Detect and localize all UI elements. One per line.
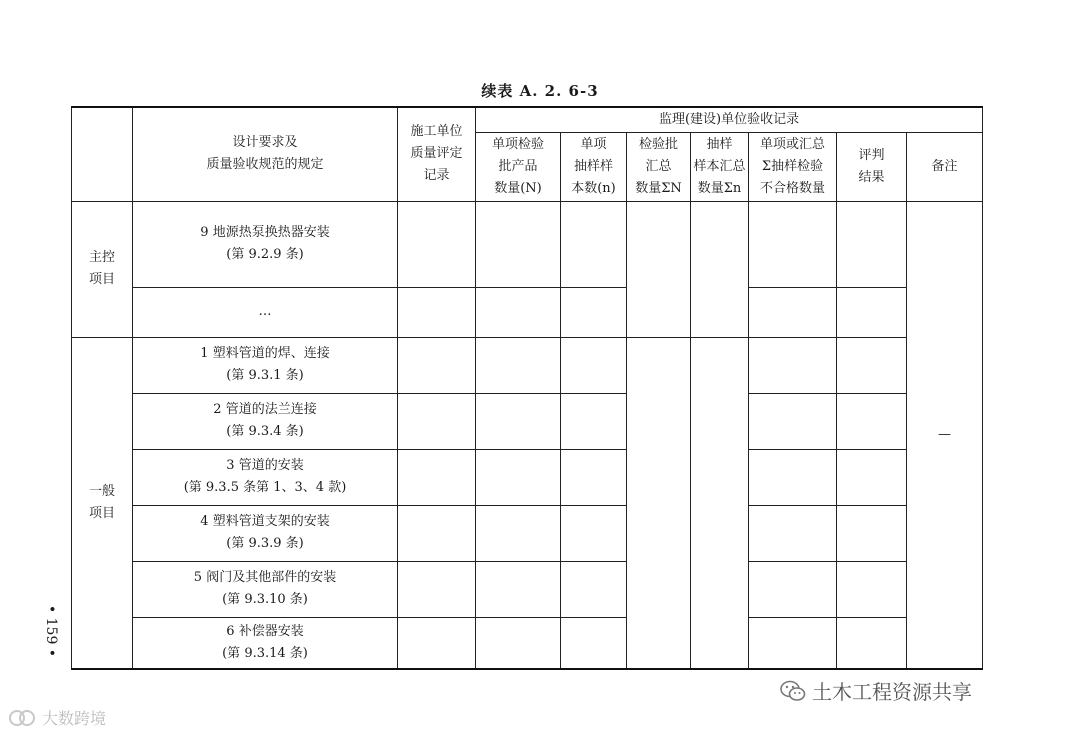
contractor-record-cell	[398, 337, 476, 393]
nonconforming-cell	[749, 617, 837, 669]
item-cell: 4 塑料管道支架的安装 (第 9.3.9 条)	[133, 505, 398, 561]
table-row	[72, 201, 983, 287]
result-cell	[837, 201, 907, 287]
column-header-result: 评判 结果	[837, 132, 907, 201]
nonconforming-cell	[749, 287, 837, 337]
nonconforming-cell	[749, 201, 837, 287]
table-row	[72, 287, 983, 337]
sample-total-cell	[691, 337, 749, 669]
table-title: 续表 A. 2. 6-3	[481, 82, 599, 100]
table-row	[72, 617, 983, 669]
result-cell	[837, 287, 907, 337]
item-cell: 5 阀门及其他部件的安装 (第 9.3.10 条)	[133, 561, 398, 617]
column-header-remarks: 备注	[907, 132, 983, 201]
item-cell: 9 地源热泵换热器安装 (第 9.2.9 条)	[133, 201, 398, 287]
contractor-record-cell	[398, 287, 476, 337]
batch-total-cell	[627, 201, 691, 337]
nonconforming-cell	[749, 561, 837, 617]
batch-quantity-cell	[476, 505, 561, 561]
sample-count-cell	[561, 393, 627, 449]
result-cell	[837, 505, 907, 561]
item-cell: 2 管道的法兰连接 (第 9.3.4 条)	[133, 393, 398, 449]
table-row	[72, 393, 983, 449]
result-cell	[837, 337, 907, 393]
main-control-label: 主控 项目	[72, 201, 133, 337]
column-header-nonconforming: 单项或汇总 Σ抽样检验 不合格数量	[749, 132, 837, 201]
table-row	[72, 561, 983, 617]
nonconforming-cell	[749, 337, 837, 393]
table-row	[72, 449, 983, 505]
sample-count-cell	[561, 449, 627, 505]
column-header-batch-quantity: 单项检验 批产品 数量(N)	[476, 132, 561, 201]
batch-total-cell	[627, 337, 691, 669]
nonconforming-cell	[749, 505, 837, 561]
sample-count-cell	[561, 505, 627, 561]
batch-quantity-cell	[476, 393, 561, 449]
item-cell: 3 管道的安装 (第 9.3.5 条第 1、3、4 款)	[133, 449, 398, 505]
item-cell: 6 补偿器安装 (第 9.3.14 条)	[133, 617, 398, 669]
requirements-header: 设计要求及 质量验收规范的规定	[133, 107, 398, 201]
batch-quantity-cell	[476, 449, 561, 505]
sample-total-cell	[691, 201, 749, 337]
general-label: 一般 项目	[72, 337, 133, 669]
contractor-record-cell	[398, 561, 476, 617]
watermark-right: 土木工程资源共享	[780, 676, 972, 705]
batch-quantity-cell	[476, 561, 561, 617]
contractor-record-cell	[398, 201, 476, 287]
nonconforming-cell	[749, 393, 837, 449]
column-header-sample-count: 单项 抽样样 本数(n)	[561, 132, 627, 201]
page-number: • 159 •	[43, 604, 60, 658]
table-row	[72, 337, 983, 393]
result-cell	[837, 449, 907, 505]
result-cell	[837, 393, 907, 449]
logo-icon	[8, 707, 38, 729]
wechat-icon	[780, 680, 806, 702]
sample-count-cell	[561, 287, 627, 337]
contractor-record-cell	[398, 505, 476, 561]
batch-quantity-cell	[476, 287, 561, 337]
item-cell-ellipsis: …	[133, 287, 398, 337]
sample-count-cell	[561, 561, 627, 617]
sample-count-cell	[561, 201, 627, 287]
item-cell: 1 塑料管道的焊、连接 (第 9.3.1 条)	[133, 337, 398, 393]
batch-quantity-cell	[476, 201, 561, 287]
result-cell	[837, 561, 907, 617]
nonconforming-cell	[749, 449, 837, 505]
table-row	[72, 505, 983, 561]
contractor-record-cell	[398, 393, 476, 449]
remarks-cell: —	[907, 201, 983, 669]
sample-count-cell	[561, 337, 627, 393]
contractor-record-cell	[398, 617, 476, 669]
contractor-header: 施工单位 质量评定 记录	[398, 107, 476, 201]
result-cell	[837, 617, 907, 669]
batch-quantity-cell	[476, 617, 561, 669]
watermark-left: 大数跨境	[8, 706, 106, 729]
column-header-batch-total: 检验批 汇总 数量ΣN	[627, 132, 691, 201]
contractor-record-cell	[398, 449, 476, 505]
batch-quantity-cell	[476, 337, 561, 393]
sample-count-cell	[561, 617, 627, 669]
supervision-header: 监理(建设)单位验收记录	[476, 107, 983, 132]
acceptance-table	[71, 106, 983, 670]
column-header-sample-total: 抽样 样本汇总 数量Σn	[691, 132, 749, 201]
category-header-cell	[72, 107, 133, 201]
